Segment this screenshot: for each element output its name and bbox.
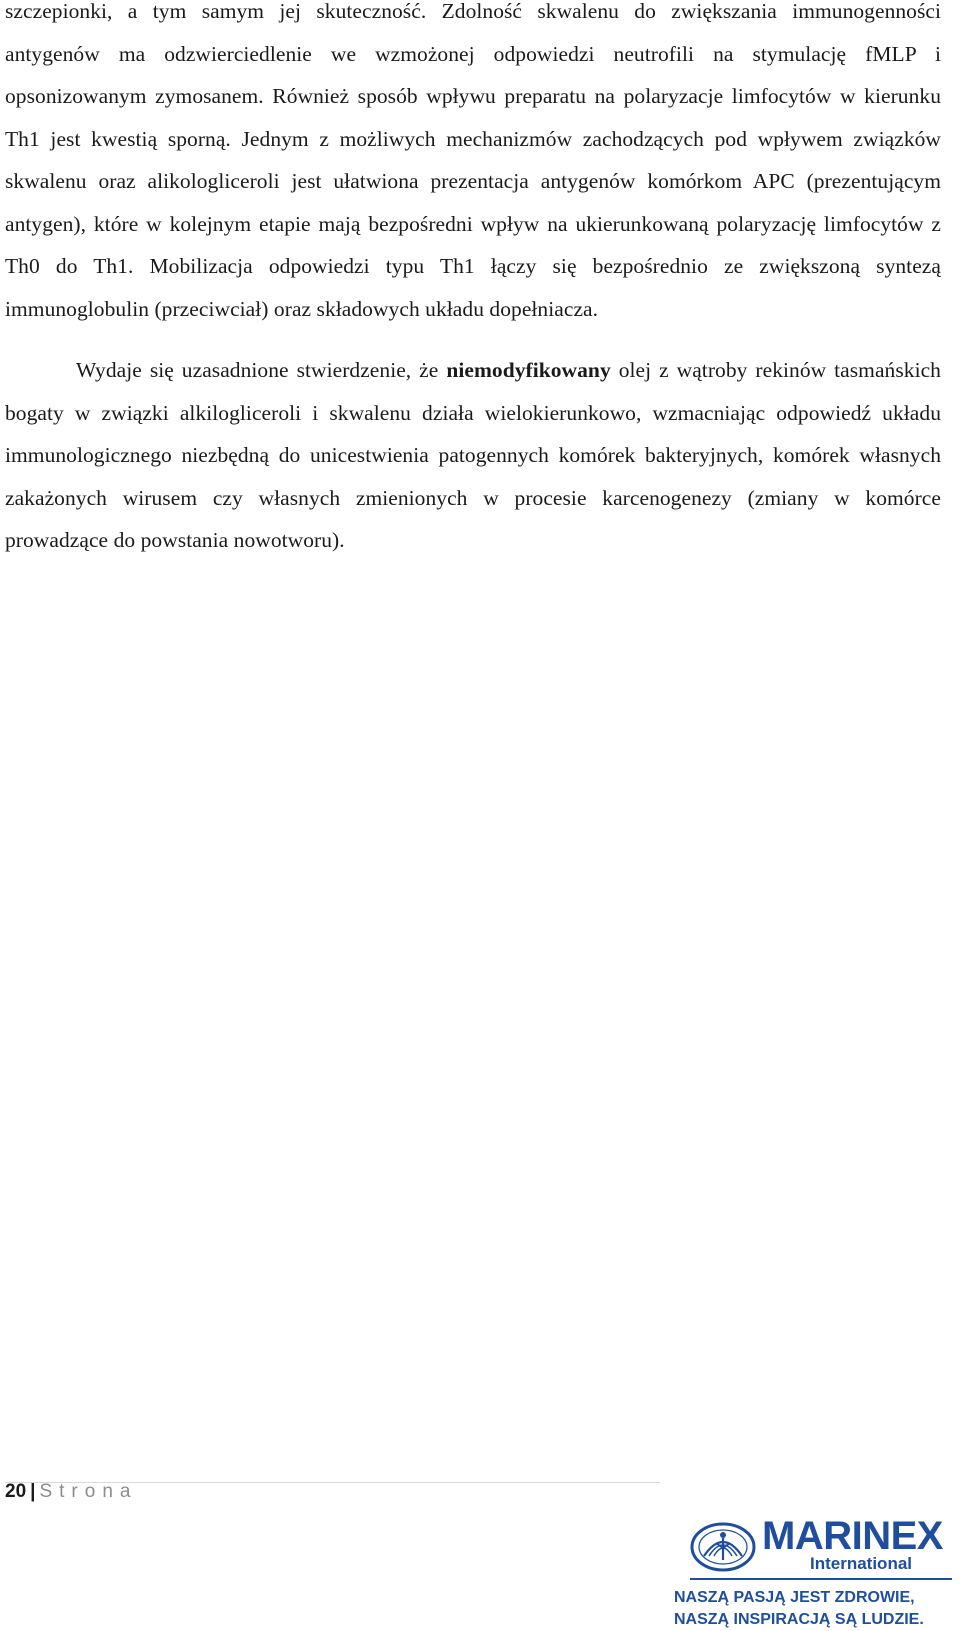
marinex-emblem-icon [690, 1520, 760, 1572]
slogan [674, 1587, 924, 1631]
page-number: 20 [5, 1481, 27, 1502]
paragraph-2-lead: Wydaje się uzasadnione stwierdzenie, że [76, 358, 447, 382]
paragraph-1: szczepionki, a tym samym jej skuteczność. Zdolność skwalenu do zwiększania immunogenności antygenów ma odzwierciedlenie we wzmożonej odpowiedzi neutrofili na stymulację fMLP i opsonizowanym zymosanem. Również sposób wpływu preparatu na polaryzacje limfocytów w kierunku Th1 jest kwestią sporną. Jednym z możliwych mechanizmów zachodzących pod wpływem związków skwalenu oraz alikologliceroli jest ułatwiona prezentacja antygenów komórkom APC (prezentującym antygen), które w kolejnym etapie mają bezpośredni wpływ na ukierunkowaną polaryzację limfocytów z Th0 do Th1. Mobilizacja odpowiedzi typu Th1 łączy się bezpośrednio ze zwiększoną syntezą immunoglobulin (przeciwciał) oraz składowych układu dopełniacza. [5, 0, 941, 321]
page-indicator [5, 1480, 137, 1504]
page-separator: | [30, 1481, 36, 1502]
logo-subtitle: International [810, 1554, 913, 1573]
page-word: Strona [39, 1481, 138, 1502]
paragraph-2-rest: olej z wątroby rekinów tasmańskich bogaty w związki alkilogliceroli i skwalenu działa wielokierunkowo, wzmacniając odpowiedź układu immunologicznego niezbędną do unicestwienia patogennych komórek bakteryjnych, komórek własnych zakażonych wirusem czy własnych zmienionych w procesie karcenogenezy (zmiany w komórce prowadzące do powstania nowotworu). [5, 358, 941, 552]
slogan-line-2: NASZĄ INSPIRACJĄ SĄ LUDZIE. [674, 1611, 924, 1628]
slogan-line-1: NASZĄ PASJĄ JEST ZDROWIE, [674, 1589, 915, 1606]
logo-brand: MARINEX [762, 1514, 943, 1558]
logo-rule [690, 1578, 952, 1580]
page-footer [0, 1468, 960, 1628]
paragraph-2 [5, 349, 941, 562]
emphasis-niemodyfikowany: niemodyfikowany [446, 358, 611, 382]
document-body [5, 0, 941, 562]
